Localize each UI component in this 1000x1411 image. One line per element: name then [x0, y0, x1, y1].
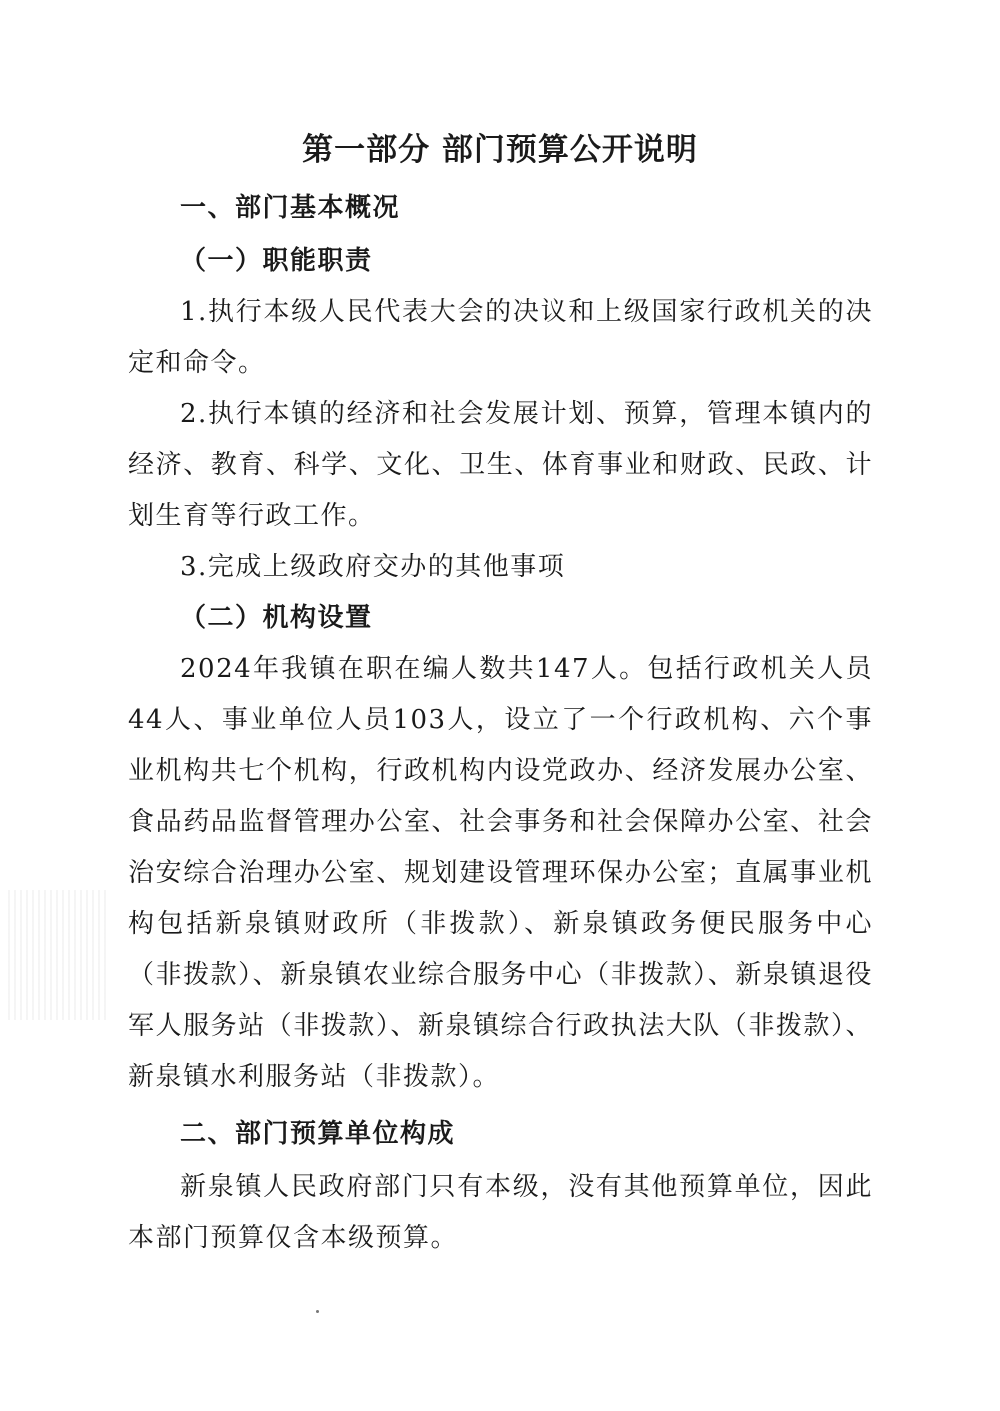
- page-title: 第一部分 部门预算公开说明: [302, 132, 698, 168]
- subsection-heading-duties: （一）职能职责: [180, 246, 373, 276]
- scan-speck: [316, 1310, 319, 1313]
- duty-item-1: 1.执行本级人民代表大会的决议和上级国家行政机关的决定和命令。: [128, 297, 873, 378]
- scan-artifact: [8, 890, 108, 1020]
- budget-units-paragraph: 新泉镇人民政府部门只有本级，没有其他预算单位，因此本部门预算仅含本级预算。: [128, 1172, 873, 1253]
- document-body: [128, 183, 873, 1264]
- organization-paragraph: 2024年我镇在职在编人数共147人。包括行政机关人员44人、事业单位人员103人，设立了一个行政机构、六个事业机构共七个机构，行政机构内设党政办、经济发展办公室、食品药品监督管理办公室、社会事务和社会保障办公室、社会治安综合治理办公室、规划建设管理环保办公室；直属事业机构包括新泉镇财政所（非拨款）、新泉镇政务便民服务中心（非拨款）、新泉镇农业综合服务中心（非拨款）、新泉镇退役军人服务站（非拨款）、新泉镇综合行政执法大队（非拨款）、新泉镇水利服务站（非拨款）。: [128, 654, 873, 1092]
- section-heading-budget-units: 二、部门预算单位构成: [180, 1119, 456, 1149]
- subsection-heading-organization: （二）机构设置: [180, 603, 373, 633]
- duty-item-3: 3.完成上级政府交办的其他事项: [180, 552, 566, 582]
- section-heading-overview: 一、部门基本概况: [180, 193, 401, 223]
- duty-item-2: 2.执行本镇的经济和社会发展计划、预算，管理本镇内的经济、教育、科学、文化、卫生、体育事业和财政、民政、计划生育等行政工作。: [128, 399, 873, 531]
